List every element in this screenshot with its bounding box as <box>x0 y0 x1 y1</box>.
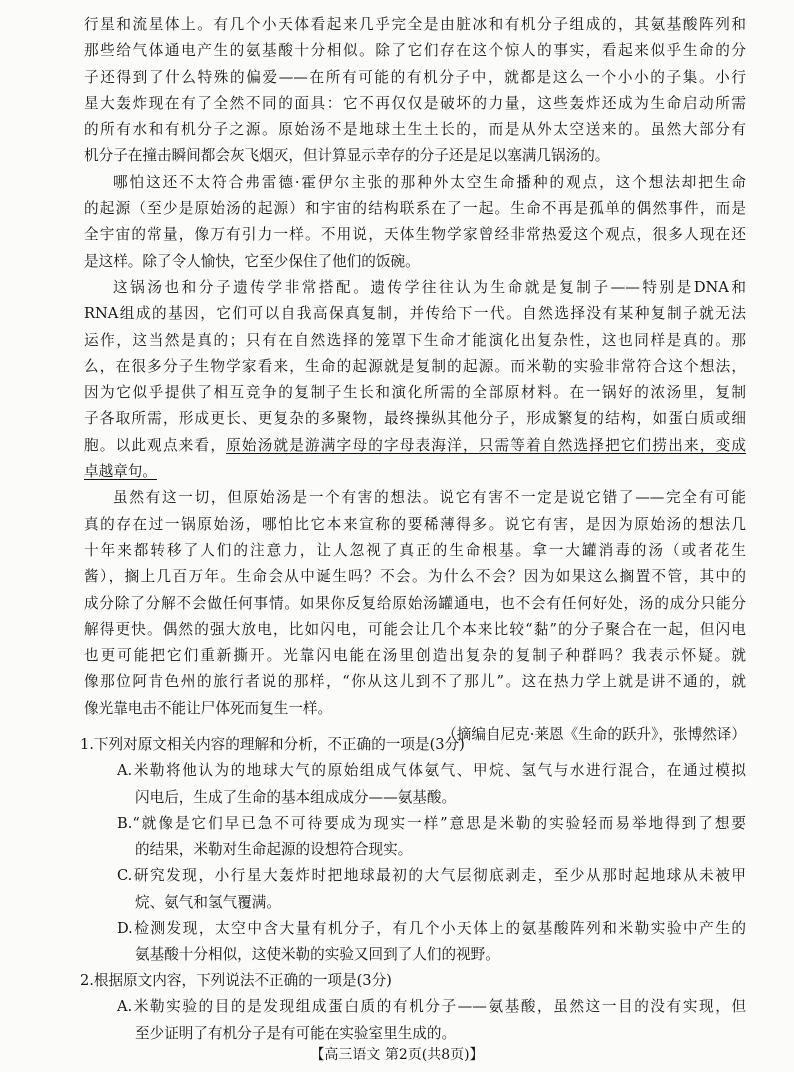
text-line: 运作，这当然是真的；只有在自然选择的笼罩下生命才能演化出复杂性，这也同样是真的。那 <box>84 331 746 349</box>
option-line: D.检测发现，太空中含大量有机分子，有几个小天体上的氨基酸阵列和米勒实验中产生的 <box>117 920 746 938</box>
option-line: 烷、氨气和氢气覆满。 <box>135 893 281 911</box>
text-line: 这锅汤也和分子遗传学非常搭配。遗传学往往认为生命就是复制子——特别是DNA和 <box>113 278 746 296</box>
text-line: 全宇宙的常量，像万有引力一样。不用说，天体生物学家曾经非常热爱这个观点，很多人现在还 <box>84 226 746 244</box>
text-line: 十年来都转移了人们的注意力，让人忽视了真正的生命根基。拿一大罐消毒的汤（或者花生 <box>84 541 746 559</box>
text-line: 真的存在过一锅原始汤，哪怕比它本来宣称的要稀薄得多。说它有害，是因为原始汤的想法几 <box>84 515 746 533</box>
text-line <box>84 459 746 485</box>
option-d[interactable] <box>80 916 746 969</box>
text-line <box>84 433 746 459</box>
text-line: 子各取所需，形成更长、更复杂的多聚物，最终操纵其他分子，形成繁复的结构，如蛋白质或细 <box>84 410 746 428</box>
paragraph-1 <box>84 12 746 170</box>
text-line: 虽然有这一切，但原始汤是一个有害的想法。说它有害不一定是说它错了——完全有可能 <box>113 489 746 507</box>
option-line: A.米勒将他认为的地球大气的原始组成气体氨气、甲烷、氢气与水进行混合，在通过模拟 <box>117 762 746 780</box>
option-line: 氨基酸十分相似，这使米勒的实验又回到了人们的视野。 <box>135 946 500 964</box>
reading-passage <box>84 12 746 748</box>
text-line: 机分子在撞击瞬间都会灰飞烟灭，但计算显示幸存的分子还是足以塞满几锅汤的。 <box>84 147 610 165</box>
text-line: 么，在很多分子生物学家看来，生命的起源就是复制的起源。而米勒的实验非常符合这个想法， <box>84 357 746 375</box>
text-line: 像那位阿肯色州的旅行者说的那样，“你从这儿到不了那儿”。这在热力学上就是讲不通的，就 <box>84 673 746 691</box>
option-line: 至少证明了有机分子是有可能在实验室里生成的。 <box>135 1024 457 1042</box>
option-b[interactable] <box>80 811 746 864</box>
option-line: 的结果，米勒对生命起源的设想符合现实。 <box>135 841 413 859</box>
paragraph-2 <box>84 170 746 275</box>
text-line: 的起源（至少是原始汤的起源）和宇宙的结构联系在了一起。生命不再是孤单的偶然事件，而是 <box>84 200 746 218</box>
underlined-sentence-end: 卓越章句。 <box>84 463 157 481</box>
text-line: 成分除了分解不会做任何事情。如果你反复给原始汤罐通电，也不会有任何好处，汤的成分只能分 <box>84 594 746 612</box>
source-citation: （摘编自尼克·莱恩《生命的跃升》，张博然译） <box>442 726 746 744</box>
option-line: C.研究发现，小行星大轰炸时把地球最初的大气层彻底剥走，至少从那时起地球从未被甲 <box>117 867 746 885</box>
text-line: 子还得到了什么特殊的偏爱——在所有可能的有机分子中，就都是这么一个小小的子集。小行 <box>84 68 746 86</box>
text-line: 星大轰炸现在有了全然不同的面具：它不再仅仅是破坏的力量，这些轰炸还成为生命启动所需 <box>84 94 746 112</box>
text-line: 是这样。除了令人愉快，它至少保住了他们的饭碗。 <box>84 252 420 270</box>
page-footer: 【高三语文 第2页(共8页)】 <box>310 1047 484 1063</box>
question-2 <box>80 968 746 1047</box>
text-segment: 胞。以此观点来看， <box>84 436 227 454</box>
option-line: A.米勒实验的目的是发现组成蛋白质的有机分子——氨基酸，虽然这一目的没有实现，但 <box>117 998 746 1016</box>
option-line: B.“就像是它们早已急不可待要成为现实一样”意思是米勒的实验轻而易举地得到了想要 <box>117 814 746 832</box>
text-line: 的所有水和有机分子之源。原始汤不是地球土生土长的，而是从外太空送来的。虽然大部分有 <box>84 121 746 139</box>
option-line: 闪电后，生成了生命的基本组成成分——氨基酸。 <box>135 788 457 806</box>
text-line: 像光靠电击不能让尸体死而复生一样。 <box>84 699 333 717</box>
option-c[interactable] <box>80 863 746 916</box>
option-a[interactable] <box>80 758 746 811</box>
text-line: 因为它似乎提供了相互竞争的复制子生长和演化所需的全部原材料。在一锅好的浓汤里，复制 <box>84 384 746 402</box>
text-line: 解得更快。偶然的强大放电，比如闪电，可能会让几个本来比较“黏”的分子聚合在一起，但闪电 <box>84 620 746 638</box>
question-stem: 2.根据原文内容，下列说法不正确的一项是(3分) <box>80 972 392 989</box>
text-line: 行星和流星体上。有几个小天体看起来几乎完全是由脏冰和有机分子组成的，其氨基酸阵列和 <box>84 16 746 33</box>
option-a[interactable] <box>80 994 746 1047</box>
text-line: RNA组成的基因，它们可以自我高保真复制，并传给下一代。自然选择没有某种复制子就无法 <box>84 305 746 323</box>
text-line: 那些给气体通电产生的氨基酸十分相似。除了它们存在这个惊人的事实，看起来似乎生命的分 <box>84 42 746 60</box>
text-line: 酱），搁上几百万年。生命会从中诞生吗？不会。为什么不会？因为如果这么搁置不管，其中的 <box>84 568 746 586</box>
paragraph-4 <box>84 485 746 722</box>
question-1 <box>80 732 746 969</box>
question-stem: 1.下列对原文相关内容的理解和分析，不正确的一项是(3分) <box>80 736 465 753</box>
paragraph-3 <box>84 275 746 485</box>
underlined-sentence: 原始汤就是游满字母的字母表海洋，只需等着自然选择把它们捞出来，变成 <box>226 436 746 454</box>
text-line: 哪怕这还不太符合弗雷德·霍伊尔主张的那种外太空生命播种的观点，这个想法却把生命 <box>113 173 746 191</box>
text-line: 也更可能把它们重新撕开。光靠闪电能在汤里创造出复杂的复制子种群吗？我表示怀疑。就 <box>84 647 746 665</box>
